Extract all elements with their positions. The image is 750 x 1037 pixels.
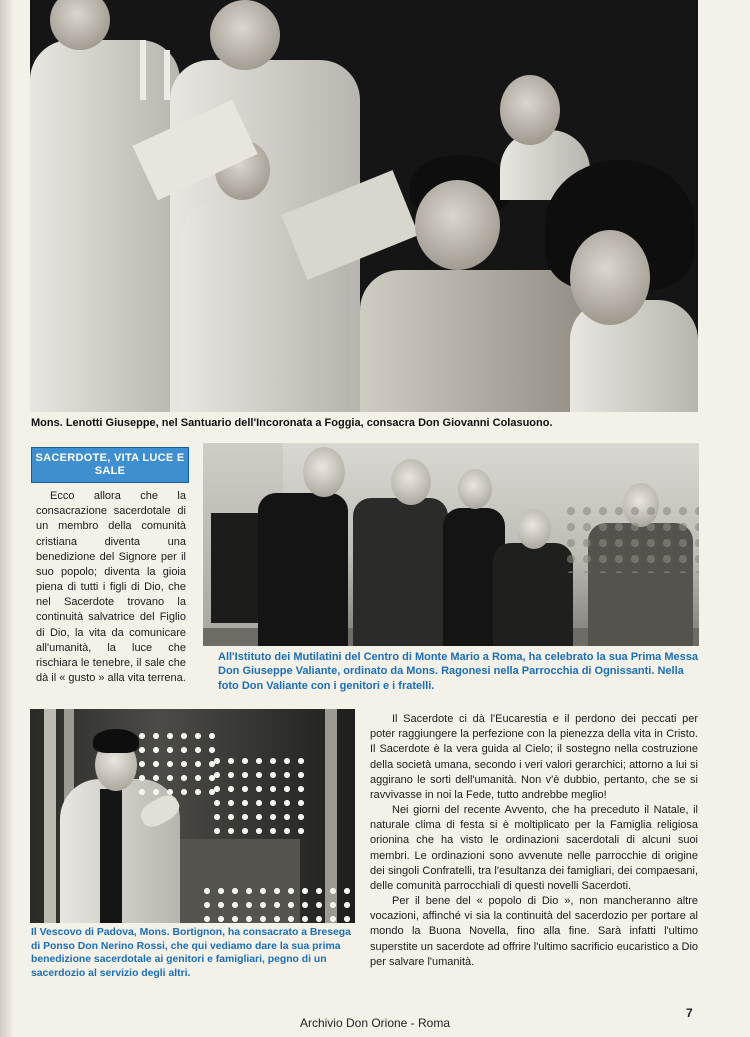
photo-family-group <box>203 443 699 646</box>
page-spine <box>0 0 14 1037</box>
paragraph: Per il bene del « popolo di Dio », non mancheranno altre vocazioni, affinché vi sia la continuità del sacerdozio per portare al mondo la Buona Novella, fino alla fine. Sarà infatti l'ultimo superstite un sacerdote ad offrire l'ultimo sacrificio eucaristico a Dio per salvare l'umanità. <box>370 895 698 968</box>
section-title-box: SACERDOTE, VITA LUCE E SALE <box>31 447 189 483</box>
photo-first-blessing <box>30 709 355 923</box>
left-column-text: Ecco allora che la consacrazione sacerdotale di un membro della comunità cristiana diventa una benedizione del Signore per il suo popolo; diventa la gioia piena di tutti i figli di Dio, che nel Sacerdote trovano la continuità salvatrice del Figlio di Dio, la vita da comunicare all'umanità, la luce che rischiara le tenebre, il sale che dà il « gusto » alla vita terrena. <box>36 490 186 685</box>
photo-consecration <box>30 0 698 412</box>
caption-consecration: Mons. Lenotti Giuseppe, nel Santuario dell'Incoronata a Foggia, consacra Don Giovanni Colasuono. <box>31 417 553 429</box>
paragraph: Il Sacerdote ci dà l'Eucarestia e il perdono dei peccati per poter raggiungere la perfezione con la pienezza della vita in Cristo. Il Sacerdote è la vera guida al Cielo; il sostegno nella costruzione della società umana, secondo i veri valori gerarchici; attorno a lui si aggirano le sorti dell'umanità. Non v'è dubbio, pertanto, che se si ravvivasse in noi la Fede, tutto andrebbe meglio! <box>370 713 698 801</box>
archive-footer: Archivio Don Orione - Roma <box>299 1016 451 1030</box>
caption-family-group: All'Istituto dei Mutilatini del Centro di Monte Mario a Roma, ha celebrato la sua Prima Messa Don Giuseppe Valiante, ordinato da Mons. Ragonesi nella Parrocchia di Ognissanti. Nella foto Don Valiante con i genitori e i fratelli. <box>218 651 698 692</box>
right-column-text <box>370 712 698 970</box>
page-number: 7 <box>686 1006 693 1020</box>
paragraph: Nei giorni del recente Avvento, che ha preceduto il Natale, il naturale clima di festa si è moltiplicato per la Famiglia religiosa orionina che ha visto le ordinazioni sacerdotali di alcuni suoi membri. Le ordinazioni sono avvenute nelle parrocchie di origine dei singoli Confratelli, tra l'esultanza dei famigliari, dei compaesani, delle comunità parrocchiali di questi novelli Sacerdoti. <box>370 804 698 892</box>
caption-first-blessing: Il Vescovo di Padova, Mons. Bortignon, ha consacrato a Bresega di Ponso Don Nerino Rossi, che qui vediamo dare la sua prima benedizione sacerdotale ai genitori e famigliari, pegno di un sacerdozio al servizio degli altri. <box>31 927 351 979</box>
